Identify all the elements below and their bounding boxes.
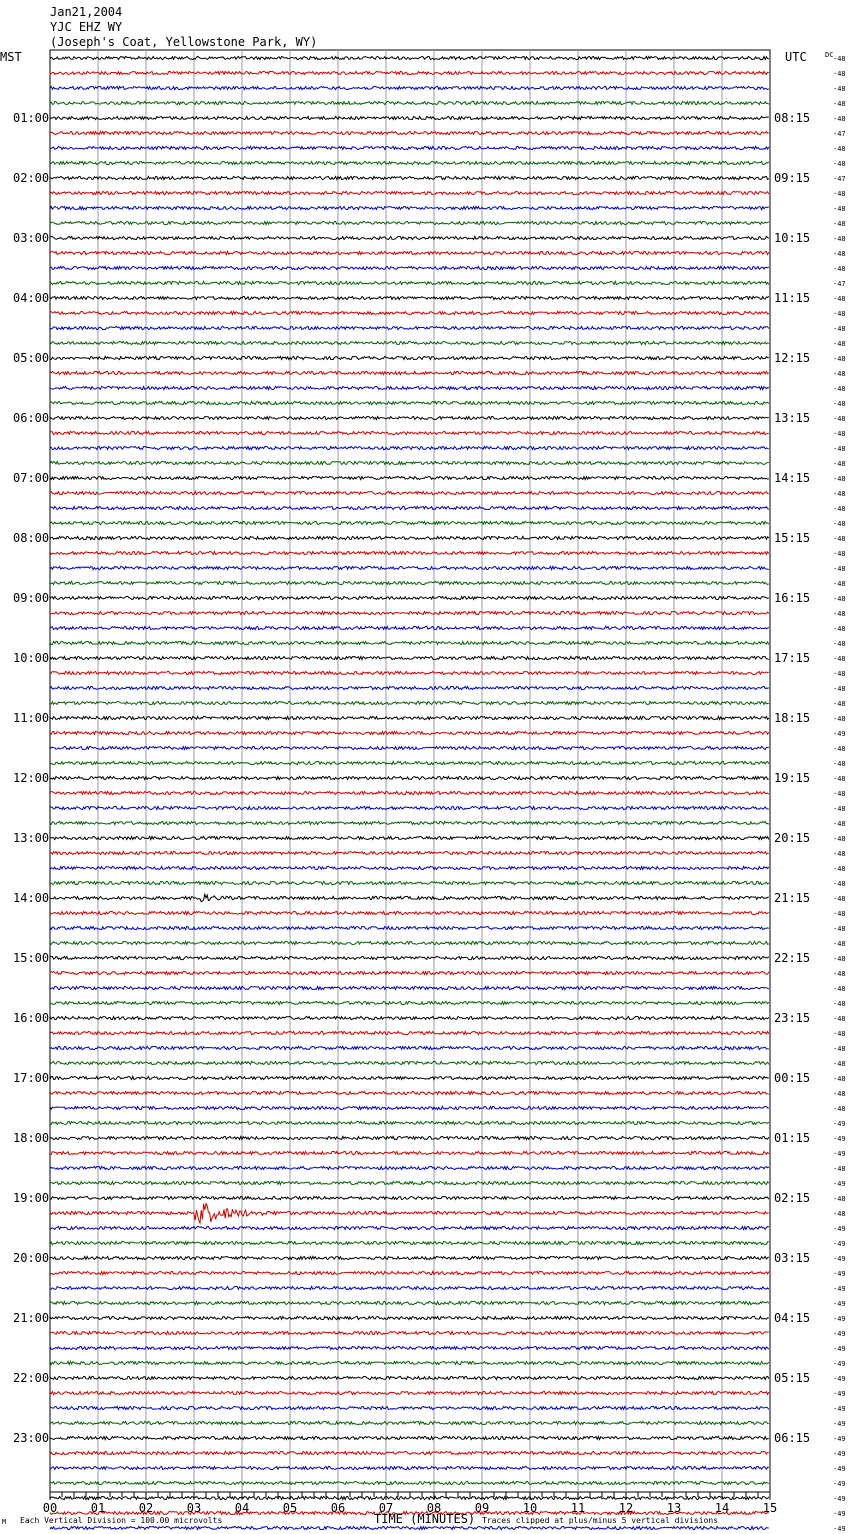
dc-offset-label: -48 — [833, 460, 846, 468]
trace-row — [50, 1076, 769, 1079]
right-hour-label: 08:15 — [774, 111, 811, 125]
trace-row — [50, 791, 769, 794]
trace-row — [50, 701, 769, 704]
left-hour-label: 13:00 — [13, 831, 50, 845]
dc-offset-label: -48 — [833, 1090, 846, 1098]
trace-row — [50, 446, 769, 449]
dc-offset-label: -48 — [833, 1030, 846, 1038]
dc-offset-label: -48 — [833, 550, 846, 558]
trace-row — [50, 176, 769, 179]
dc-offset-label: -48 — [833, 760, 846, 768]
dc-offset-label: -48 — [833, 895, 846, 903]
trace-row — [50, 836, 769, 839]
trace-row — [50, 941, 769, 944]
left-hour-label: 14:00 — [13, 891, 50, 905]
trace-row — [50, 221, 769, 224]
trace-row — [50, 761, 769, 764]
trace-row — [50, 521, 769, 524]
dc-offset-label: -48 — [833, 970, 846, 978]
trace-row — [50, 116, 769, 119]
dc-offset-label: -48 — [833, 940, 846, 948]
dc-offset-label: -48 — [833, 385, 846, 393]
header-location: (Joseph's Coat, Yellowstone Park, WY) — [50, 35, 318, 49]
dc-offset-label: -48 — [833, 820, 846, 828]
trace-row — [50, 1001, 769, 1004]
dc-offset-label: -49 — [833, 1465, 846, 1473]
trace-row — [50, 596, 769, 599]
dc-offset-label: -49 — [833, 1480, 846, 1488]
dc-offset-label: -49 — [833, 1285, 846, 1293]
division-note: Each Vertical Division = 100.00 microvolts — [20, 1516, 223, 1525]
dc-offset-label: -48 — [833, 85, 846, 93]
right-timezone-label: UTC — [785, 50, 807, 64]
dc-offset-label: -49 — [833, 1435, 846, 1443]
dc-offset-label: -48 — [833, 430, 846, 438]
left-hour-label: 07:00 — [13, 471, 50, 485]
dc-offset-label: -49 — [833, 1240, 846, 1248]
axis-labels — [13, 55, 846, 1534]
trace-row — [50, 296, 769, 299]
right-hour-label: 01:15 — [774, 1131, 811, 1145]
dc-offset-label: -48 — [833, 70, 846, 78]
right-hour-label: 20:15 — [774, 831, 811, 845]
right-hour-label: 06:15 — [774, 1431, 811, 1445]
trace-row — [50, 1361, 769, 1364]
trace-row — [50, 1016, 769, 1019]
trace-row — [50, 911, 769, 914]
dc-offset-label: -48 — [833, 355, 846, 363]
trace-row — [50, 1421, 769, 1424]
trace-row — [50, 894, 769, 901]
dc-offset-label: -48 — [833, 295, 846, 303]
dc-offset-label: -49 — [833, 1510, 846, 1518]
trace-row — [50, 1406, 769, 1409]
dc-offset-label: -49 — [833, 1405, 846, 1413]
dc-offset-label: -48 — [833, 1045, 846, 1053]
trace-row — [50, 1346, 769, 1349]
dc-offset-label: -48 — [833, 340, 846, 348]
trace-row — [50, 416, 769, 419]
trace-row — [50, 401, 769, 404]
trace-row — [50, 1271, 769, 1274]
trace-row — [50, 1091, 769, 1094]
trace-row — [50, 746, 769, 749]
dc-offset-label: -48 — [833, 805, 846, 813]
dc-offset-label: -48 — [833, 580, 846, 588]
trace-row — [50, 1121, 769, 1124]
dc-offset-label: -48 — [833, 1210, 846, 1218]
left-hour-label: 20:00 — [13, 1251, 50, 1265]
dc-offset-label: -49 — [833, 1225, 846, 1233]
trace-row — [50, 1286, 769, 1289]
trace-row — [50, 236, 769, 239]
dc-offset-label: -48 — [833, 400, 846, 408]
trace-row — [50, 716, 769, 719]
dc-offset-label: -48 — [833, 985, 846, 993]
dc-offset-label: -48 — [833, 370, 846, 378]
dc-offset-label: -48 — [833, 1195, 846, 1203]
trace-row — [50, 986, 769, 989]
trace-row — [50, 881, 769, 884]
trace-row — [50, 311, 769, 314]
trace-row — [50, 1376, 769, 1379]
trace-row — [50, 566, 769, 569]
left-hour-label: 06:00 — [13, 411, 50, 425]
trace-row — [50, 1031, 769, 1034]
trace-row — [50, 1466, 769, 1469]
trace-row — [50, 161, 769, 164]
dc-offset-label: -48 — [833, 535, 846, 543]
dc-offset-label: -49 — [833, 1120, 846, 1128]
scale-mark: M — [2, 1518, 7, 1526]
seismic-traces — [50, 56, 769, 1534]
dc-offset-label: -48 — [833, 565, 846, 573]
x-tick-label: 01 — [90, 1501, 106, 1515]
x-tick-label: 05 — [282, 1501, 298, 1515]
dc-offset-label: -48 — [833, 220, 846, 228]
dc-offset-label: -48 — [833, 640, 846, 648]
trace-row — [50, 1226, 769, 1229]
right-hour-label: 00:15 — [774, 1071, 811, 1085]
left-hour-label: 22:00 — [13, 1371, 50, 1385]
trace-row — [50, 536, 769, 539]
trace-row — [50, 851, 769, 854]
trace-row — [50, 866, 769, 869]
x-tick-label: 07 — [378, 1501, 394, 1515]
left-hour-label: 18:00 — [13, 1131, 50, 1145]
dc-offset-label: -49 — [833, 1255, 846, 1263]
trace-row — [50, 326, 769, 329]
dc-offset-label: -48 — [833, 835, 846, 843]
right-hour-label: 13:15 — [774, 411, 811, 425]
right-hour-label: 16:15 — [774, 591, 811, 605]
trace-row — [50, 146, 769, 149]
dc-offset-label: -48 — [833, 745, 846, 753]
dc-offset-label: -48 — [833, 475, 846, 483]
right-hour-label: 22:15 — [774, 951, 811, 965]
trace-row — [50, 191, 769, 194]
x-tick-label: 10 — [522, 1501, 538, 1515]
left-timezone-label: MST — [0, 50, 22, 64]
left-hour-label: 08:00 — [13, 531, 50, 545]
dc-offset-label: -49 — [833, 1420, 846, 1428]
dc-offset-label: -48 — [833, 610, 846, 618]
trace-row — [50, 626, 769, 629]
x-tick-label: 15 — [762, 1501, 778, 1515]
right-hour-label: 11:15 — [774, 291, 811, 305]
left-hour-label: 17:00 — [13, 1071, 50, 1085]
dc-offset-label: -48 — [833, 790, 846, 798]
dc-offset-label: -49 — [833, 1360, 846, 1368]
trace-row — [50, 581, 769, 584]
dc-offset-label: -49 — [833, 1330, 846, 1338]
right-hour-label: 14:15 — [774, 471, 811, 485]
trace-row — [50, 1046, 769, 1049]
dc-offset-label: -48 — [833, 910, 846, 918]
trace-row — [50, 476, 769, 479]
trace-row — [50, 431, 769, 434]
trace-row — [50, 731, 769, 734]
dc-offset-label: -48 — [833, 625, 846, 633]
dc-offset-label: -48 — [833, 850, 846, 858]
dc-offset-label: -48 — [833, 190, 846, 198]
x-tick-label: 00 — [42, 1501, 58, 1515]
dc-offset-label: -48 — [833, 1000, 846, 1008]
dc-offset-label: -48 — [833, 265, 846, 273]
dc-offset-label: -49 — [833, 1135, 846, 1143]
trace-row — [50, 806, 769, 809]
trace-row — [50, 101, 769, 104]
dc-offset-label: -48 — [833, 520, 846, 528]
x-tick-label: 06 — [330, 1501, 346, 1515]
trace-row — [50, 1316, 769, 1319]
dc-offset-label: -49 — [833, 1450, 846, 1458]
left-hour-label: 05:00 — [13, 351, 50, 365]
dc-offset-label: -48 — [833, 205, 846, 213]
trace-row — [50, 1256, 769, 1259]
trace-row — [50, 671, 769, 674]
dc-offset-label: -48 — [833, 925, 846, 933]
left-hour-label: 12:00 — [13, 771, 50, 785]
dc-offset-label: -47 — [833, 175, 846, 183]
dc-offset-label: -49 — [833, 1525, 846, 1533]
trace-row — [50, 1481, 769, 1484]
x-tick-label: 02 — [138, 1501, 154, 1515]
trace-row — [50, 1166, 769, 1169]
dc-offset-label: -48 — [833, 670, 846, 678]
left-hour-label: 21:00 — [13, 1311, 50, 1325]
dc-offset-label: -48 — [833, 505, 846, 513]
left-hour-label: 01:00 — [13, 111, 50, 125]
dc-offset-label: -49 — [833, 1270, 846, 1278]
trace-row — [50, 926, 769, 929]
trace-row — [50, 386, 769, 389]
dc-offset-label: -49 — [833, 1495, 846, 1503]
trace-row — [50, 686, 769, 689]
plot-frame — [50, 50, 770, 1492]
trace-row — [50, 1241, 769, 1244]
trace-row — [50, 251, 769, 254]
trace-row — [50, 266, 769, 269]
trace-row — [50, 461, 769, 464]
trace-row — [50, 71, 769, 74]
left-hour-label: 11:00 — [13, 711, 50, 725]
right-hour-label: 03:15 — [774, 1251, 811, 1265]
dc-offset-label: -47 — [833, 130, 846, 138]
dc-offset-label: -48 — [833, 1060, 846, 1068]
trace-row — [50, 1204, 769, 1223]
trace-row — [50, 1136, 769, 1139]
dc-offset-label: -48 — [833, 325, 846, 333]
left-hour-label: 19:00 — [13, 1191, 50, 1205]
dc-offset-label: -48 — [833, 310, 846, 318]
trace-row — [50, 281, 769, 284]
trace-row — [50, 776, 769, 779]
trace-row — [50, 611, 769, 614]
right-hour-label: 17:15 — [774, 651, 811, 665]
trace-row — [50, 971, 769, 974]
dc-offset-label: -48 — [833, 595, 846, 603]
trace-row — [50, 341, 769, 344]
trace-row — [50, 1391, 769, 1394]
dc-offset-label: -48 — [833, 160, 846, 168]
dc-offset-label: -48 — [833, 1075, 846, 1083]
x-tick-label: 11 — [570, 1501, 586, 1515]
trace-row — [50, 1436, 769, 1439]
trace-row — [50, 356, 769, 359]
right-hour-label: 10:15 — [774, 231, 811, 245]
dc-offset-label: -48 — [833, 880, 846, 888]
x-tick-label: 14 — [714, 1501, 730, 1515]
trace-row — [50, 1196, 769, 1199]
right-hour-label: 19:15 — [774, 771, 811, 785]
clip-note: Traces clipped at plus/minus 5 vertical divisions — [482, 1516, 719, 1525]
dc-offset-label: -48 — [833, 100, 846, 108]
header-station: YJC EHZ WY — [50, 20, 123, 34]
right-hour-label: 09:15 — [774, 171, 811, 185]
trace-row — [50, 1151, 769, 1154]
left-hour-label: 10:00 — [13, 651, 50, 665]
trace-row — [50, 491, 769, 494]
x-tick-label: 12 — [618, 1501, 634, 1515]
right-hour-label: 15:15 — [774, 531, 811, 545]
x-axis-title: TIME (MINUTES) — [374, 1512, 476, 1526]
dc-offset-label: -48 — [833, 775, 846, 783]
trace-row — [50, 551, 769, 554]
dc-offset-label: -49 — [833, 1180, 846, 1188]
dc-offset-label: -49 — [833, 1375, 846, 1383]
left-hour-label: 09:00 — [13, 591, 50, 605]
trace-row — [50, 371, 769, 374]
trace-row — [50, 206, 769, 209]
dc-offset-label: -49 — [833, 1345, 846, 1353]
trace-row — [50, 56, 769, 59]
dc-offset-label: -49 — [833, 1390, 846, 1398]
trace-row — [50, 956, 769, 959]
dc-header-label: DC — [825, 51, 834, 59]
dc-offset-label: -48 — [833, 1105, 846, 1113]
left-hour-label: 23:00 — [13, 1431, 50, 1445]
dc-offset-label: -48 — [833, 55, 846, 63]
dc-offset-label: -48 — [833, 1165, 846, 1173]
left-hour-label: 15:00 — [13, 951, 50, 965]
dc-offset-label: -48 — [833, 235, 846, 243]
left-hour-label: 03:00 — [13, 231, 50, 245]
trace-row — [50, 1061, 769, 1064]
dc-offset-label: -49 — [833, 1150, 846, 1158]
trace-row — [50, 656, 769, 659]
header-date: Jan21,2004 — [50, 5, 123, 19]
trace-row — [50, 1451, 769, 1454]
dc-offset-label: -48 — [833, 415, 846, 423]
right-hour-label: 21:15 — [774, 891, 811, 905]
dc-offset-label: -48 — [833, 145, 846, 153]
trace-row — [50, 131, 769, 134]
dc-offset-label: -47 — [833, 280, 846, 288]
trace-row — [50, 1106, 769, 1109]
dc-offset-label: -48 — [833, 655, 846, 663]
dc-offset-label: -48 — [833, 250, 846, 258]
x-tick-label: 09 — [474, 1501, 490, 1515]
trace-row — [50, 1496, 769, 1499]
dc-offset-label: -48 — [833, 865, 846, 873]
right-hour-label: 12:15 — [774, 351, 811, 365]
dc-offset-label: -48 — [833, 115, 846, 123]
trace-row — [50, 506, 769, 509]
dc-offset-label: -48 — [833, 445, 846, 453]
dc-offset-label: -49 — [833, 1315, 846, 1323]
trace-row — [50, 1181, 769, 1184]
dc-offset-label: -48 — [833, 700, 846, 708]
right-hour-label: 02:15 — [774, 1191, 811, 1205]
right-hour-label: 23:15 — [774, 1011, 811, 1025]
trace-row — [50, 821, 769, 824]
left-hour-label: 16:00 — [13, 1011, 50, 1025]
dc-offset-label: -48 — [833, 955, 846, 963]
dc-offset-label: -48 — [833, 490, 846, 498]
x-tick-label: 13 — [666, 1501, 682, 1515]
trace-row — [50, 1526, 769, 1529]
right-hour-label: 05:15 — [774, 1371, 811, 1385]
dc-offset-label: -48 — [833, 685, 846, 693]
left-hour-label: 02:00 — [13, 171, 50, 185]
dc-offset-label: -48 — [833, 715, 846, 723]
right-hour-label: 18:15 — [774, 711, 811, 725]
x-tick-label: 04 — [234, 1501, 250, 1515]
trace-row — [50, 86, 769, 89]
x-tick-label: 08 — [426, 1501, 442, 1515]
dc-offset-label: -48 — [833, 1015, 846, 1023]
right-hour-label: 04:15 — [774, 1311, 811, 1325]
dc-offset-label: -49 — [833, 730, 846, 738]
trace-row — [50, 641, 769, 644]
trace-row — [50, 1331, 769, 1334]
left-hour-label: 04:00 — [13, 291, 50, 305]
trace-row — [50, 1301, 769, 1304]
x-tick-label: 03 — [186, 1501, 202, 1515]
dc-offset-label: -49 — [833, 1300, 846, 1308]
